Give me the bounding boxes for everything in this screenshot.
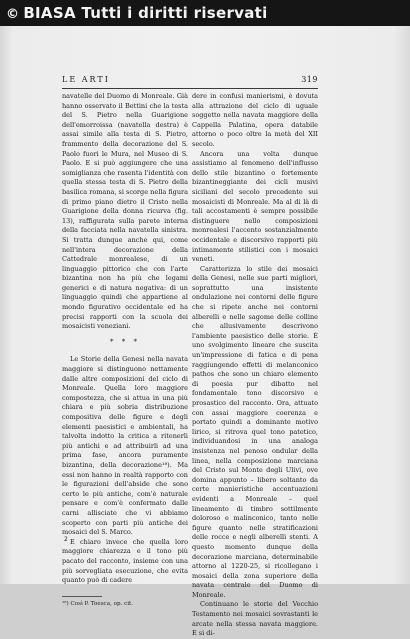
left-column — [62, 92, 188, 608]
watermark-banner — [0, 0, 410, 26]
right-column — [192, 92, 318, 639]
running-head-title: LE ARTI — [62, 75, 110, 84]
section-separator: * * * — [110, 337, 140, 346]
body-paragraph: Ancora una volta dunque assistiamo al fenomeno dell'influsso dello stile bizantino o fortemente bizantineggiante dei cicli musivi siciliani del secolo precedente sui mosaicisti di Monreale. Ma al di là di tali accostamenti è sempre possibile distinguere nello composizioni monrealesi l'accento sostanzialmente occidentale e discorsivo rapporti più intimamente stilistici con i mosaici veneti. — [192, 149, 318, 264]
body-paragraph: Continuano le storie del Vecchio Testamento nei mosaici sovrastanti le arcate nella stessa navata maggiore. E si di- — [192, 600, 318, 638]
body-paragraph: Caratterizza lo stile dei mosaici della Genesi, nelle sue parti migliori, soprattutto una insistente ondulazione nei contorni delle figure che si ripete anche nei contorni alberelli e nelle sagome delle colline che allusivamente descrivono l'ambiente paesistico delle storie. È uno svolgimento lineare che suscita un'impressione di fatica e di pena raggiungendo effetti di melanconico pathos che sono un chiaro elemento di poesia pur dibatto nel fondamentale tono discorsivo e prosastico del racconto. Ora, attuato con assai maggiore coerenza e portato quindi a dominante motivo lirico, si ritrova quel tono patetico, individuandosi in una analoga insistenza nel penoso ondular della linea, nella composizione marciana del Cristo sul Monte degli Ulivi, ove domina appunto – libero soltanto da certe manieristiche accentuazioni evidenti a Monreale – quel lineamento di timbro sottilmente doloroso e malinconico, tanto nelle figure quanto nelle stratificazioni delle rocce e negli alberelli stenti. A questo momento dunque della decorazione marciana, determinabile attorno al 1220-25, si ricollegano i mosaici della zona superiore della navata centrale del Duomo di Monreale. — [192, 264, 318, 599]
body-paragraph: dere in confusi manierismi, è dovuta alla attrazione del ciclo di uguale soggetto nella navata maggiore della Cappella Palatina, opera databile attorno o poco oltre la metà del XII secolo. — [192, 92, 318, 148]
body-paragraph: E chiaro invece che quella loro maggiore chiarezza e il tono più pacato del racconto, insieme con una più sorvegliata esecuzione, che evita quanto può di cadere — [62, 537, 188, 585]
body-paragraph: navatelle del Duomo di Monreale. Già hanno osservato il Bettini che la testa del S. Pietro nella Guarigione dell'emorroissa (navatella destra) è assai simile alla testa di S. Pietro, frammento della decorazione del S. Paolo fuori le Mura, nel Museo di S. Paolo. E si può aggiungere che una somiglianza che rasenta l'identità con quella stessa testa di S. Pietro della basilica romana, si scorge nella figura di primo piano dietro il Cristo nella Guarigione della donna ricurva (fig. 13), raffigurata sulla parete interna della facciata nella navatella sinistra. Si tratta dunque anche qui, come nell'intera decorazione della Cattedrale monrealese, di un linguaggio pittorico che con l'arte bizantina non ha più che legami generici e di natura negativa: di un linguaggio quindi che appartiene al mondo figurativo occidentale ed ha precisi rapporti con la scuola dei mosaicisti veneziani. — [62, 92, 188, 331]
signature-mark: 2 — [64, 536, 68, 543]
header-rule — [62, 88, 318, 89]
footnote-rule — [62, 596, 102, 597]
watermark-text: BIASA Tutti i diritti riservati — [23, 4, 268, 22]
running-head — [62, 74, 318, 86]
footnote: ¹⁸) Così P. Toesca, op. cit. — [62, 600, 134, 607]
page-number: 319 — [301, 75, 318, 84]
copyright-icon: © — [6, 7, 20, 22]
body-paragraph: Le Storie della Genesi nella navata maggiore si distinguono nettamente dalle altre composizioni del ciclo di Monreale. Quella loro maggiore compostezza, che si attua in una più chiara e più sobria distribuzione compositiva delle figure e degli elementi paesistici e ambientali, ha talvolta indotto la critica a ritenerli più antichi e ad attribuirli ad una prima fase, ancora puramente bizantina, della decorazione¹⁸). Ma essi non hanno in realtà rapporto con le figurazioni dell'abside che sono certo le più antiche, com'è naturale pensare e com'è confermato dalle carni allisciate che vi abbiamo scoperto con parti più antiche dei mosaici del S. Marco. — [62, 355, 188, 537]
